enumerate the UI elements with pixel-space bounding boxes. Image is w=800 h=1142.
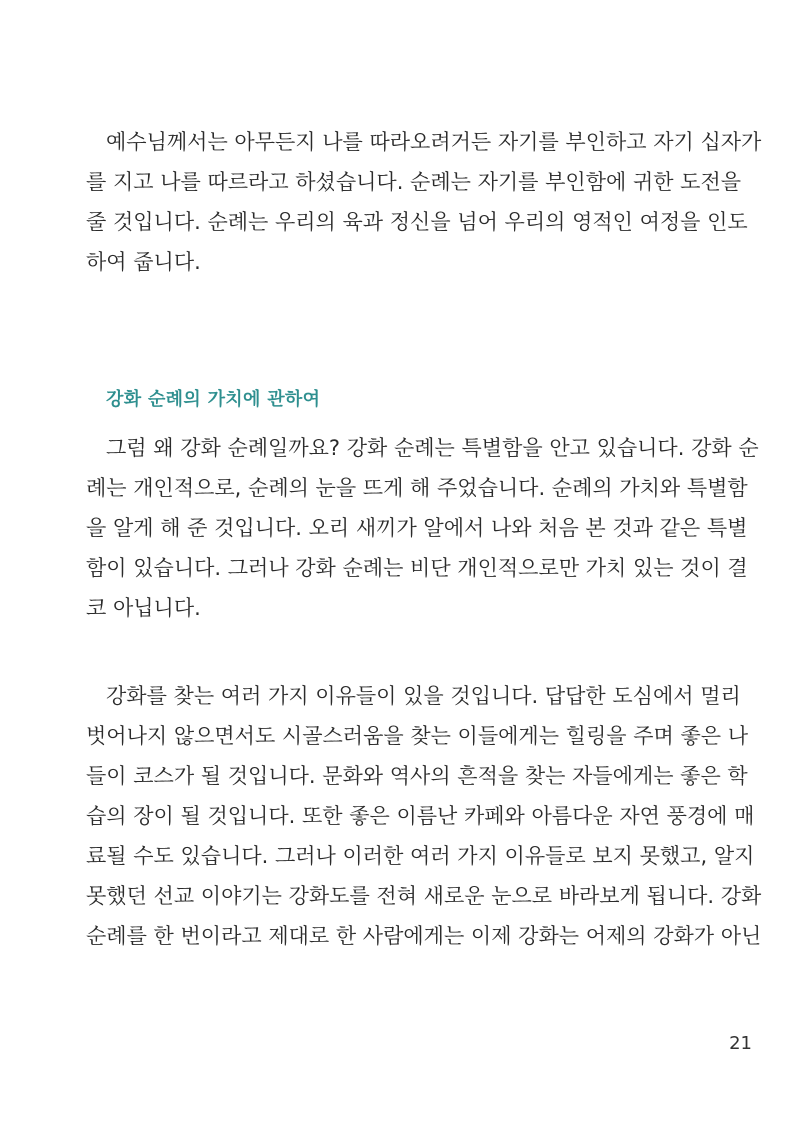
text-line: 그럼 왜 강화 순례일까요? 강화 순례는 특별함을 안고 있습니다. 강화 순 [86,436,759,460]
text-line: 강화를 찾는 여러 가지 이유들이 있을 것입니다. 답답한 도심에서 멀리 [86,684,741,708]
section-heading: 강화 순례의 가치에 관하여 [106,389,321,410]
text-line: 함이 있습니다. 그러나 강화 순례는 비단 개인적으로만 가치 있는 것이 결 [86,556,748,580]
text-line: 을 알게 해 준 것입니다. 오리 새끼가 알에서 나와 처음 본 것과 같은 특별 [86,516,748,540]
text-line: 못했던 선교 이야기는 강화도를 전혀 새로운 눈으로 바라보게 됩니다. 강화 [86,884,762,908]
text-line: 를 지고 나를 따르라고 하셨습니다. 순례는 자기를 부인함에 귀한 도전을 [86,170,742,194]
text-line: 벗어나지 않으면서도 시골스러움을 찾는 이들에게는 힐링을 주며 좋은 나 [86,724,748,748]
page-number: 21 [729,1033,752,1054]
paragraph-value-of-pilgrimage [86,428,759,628]
text-line: 예수님께서는 아무든지 나를 따라오려거든 자기를 부인하고 자기 십자가 [86,130,762,154]
text-line: 순례를 한 번이라고 제대로 한 사람에게는 이제 강화는 어제의 강화가 아닌 [86,924,762,948]
text-line: 례는 개인적으로, 순례의 눈을 뜨게 해 주었습니다. 순례의 가치와 특별함 [86,476,748,500]
text-line: 료될 수도 있습니다. 그러나 이러한 여러 가지 이유들로 보지 못했고, 알지 [86,844,755,868]
paragraph-discipleship [86,122,762,282]
text-line: 습의 장이 될 것입니다. 또한 좋은 이름난 카페와 아름다운 자연 풍경에 매 [86,804,755,828]
text-line: 코 아닙니다. [86,596,201,620]
text-line: 들이 코스가 될 것입니다. 문화와 역사의 흔적을 찾는 자들에게는 좋은 학 [86,764,748,788]
paragraph-reasons-to-visit [86,676,762,956]
text-line: 줄 것입니다. 순례는 우리의 육과 정신을 넘어 우리의 영적인 여정을 인도 [86,210,748,234]
text-line: 하여 줍니다. [86,250,201,274]
